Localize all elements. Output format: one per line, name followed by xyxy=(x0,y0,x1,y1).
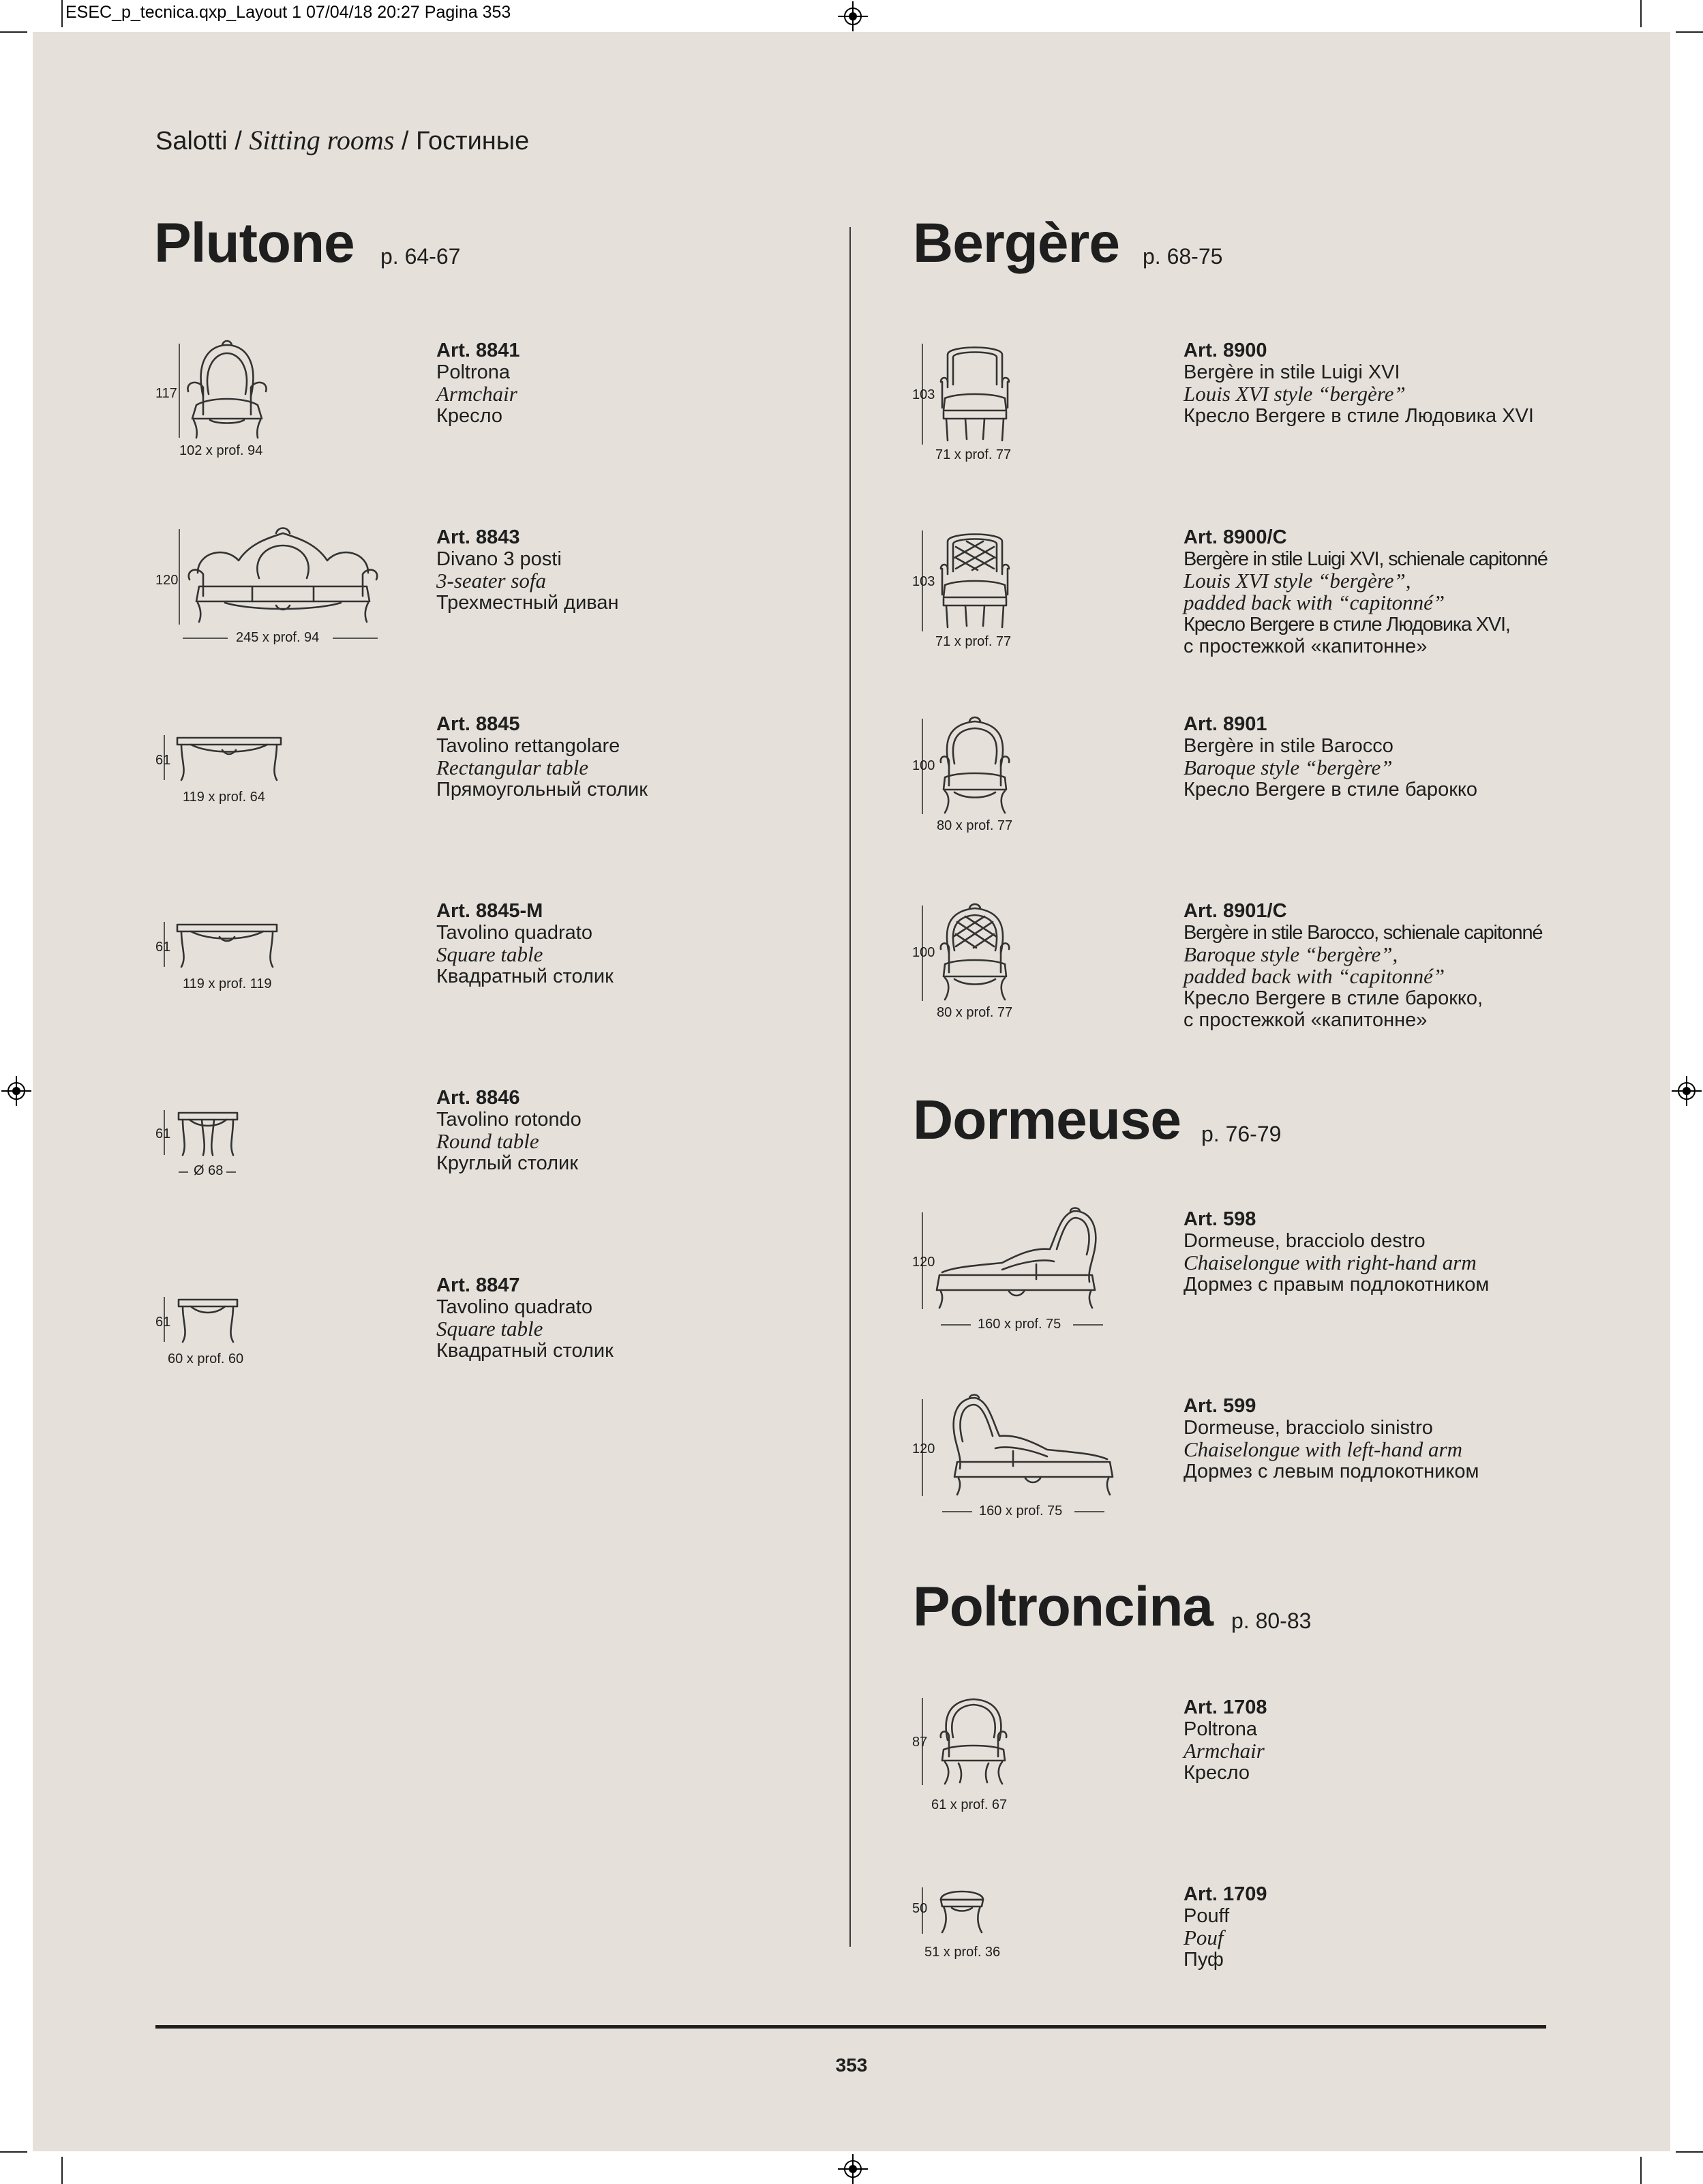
item-name-en: padded back with “capitonné” xyxy=(1184,590,1445,614)
height-label: 61 xyxy=(155,940,171,955)
item-name-en: Louis XVI style “bergère”, xyxy=(1184,569,1411,593)
height-label: 117 xyxy=(155,386,177,401)
item-name-ru: Квадратный столик xyxy=(436,1340,614,1362)
item-name-ru: Кресло Bergere в стиле Людовика XVI xyxy=(1184,405,1534,427)
item-name-en: 3-seater sofa xyxy=(436,569,547,593)
item-name-en: Chaiselongue with left-hand arm xyxy=(1184,1437,1463,1461)
chaiselongue-right-icon xyxy=(934,1207,1111,1311)
item-8841 xyxy=(436,340,520,427)
height-label: 103 xyxy=(912,387,935,402)
item-name-it: Tavolino quadrato xyxy=(436,1296,592,1318)
width-label: Ø 68 xyxy=(194,1163,224,1178)
item-8901-c xyxy=(1184,900,1542,1031)
height-label: 100 xyxy=(912,758,935,773)
baroque-bergere-icon xyxy=(938,715,1012,816)
round-table-icon xyxy=(176,1109,240,1158)
baroque-capitonne-bergere-icon xyxy=(938,901,1012,1002)
print-slug: ESEC_p_tecnica.qxp_Layout 1 07/04/18 20:27 Pagina 353 xyxy=(65,3,511,22)
height-label: 61 xyxy=(155,753,171,768)
item-name-ru: Дормез с правым подлокотником xyxy=(1184,1274,1490,1296)
height-label: 120 xyxy=(912,1255,935,1270)
item-name-en: Square table xyxy=(436,942,543,966)
item-code: Art. 8845 xyxy=(436,713,520,735)
crop-mark xyxy=(1640,0,1642,27)
item-name-ru: Круглый столик xyxy=(436,1152,578,1174)
baroque-armchair-icon xyxy=(183,340,271,440)
item-name-ru: с простежкой «капитонне» xyxy=(1184,635,1428,657)
section-title-dormeuse: Dormeuse xyxy=(913,1089,1181,1151)
small-armchair-icon xyxy=(938,1695,1009,1786)
item-code: Art. 8846 xyxy=(436,1087,520,1109)
item-name-ru: Кресло Bergere в стиле барокко xyxy=(1184,779,1478,801)
registration-mark-icon xyxy=(838,2154,868,2184)
item-598 xyxy=(1184,1208,1489,1296)
item-code: Art. 8901/C xyxy=(1184,900,1287,922)
height-dimension-line xyxy=(179,344,180,438)
height-label: 87 xyxy=(912,1735,928,1750)
item-name-en: Rectangular table xyxy=(436,756,588,779)
item-code: Art. 8847 xyxy=(436,1274,520,1296)
height-dimension-line xyxy=(179,529,180,625)
rectangular-table-icon xyxy=(175,734,284,783)
registration-mark-icon xyxy=(838,1,868,31)
width-label: 61 x prof. 67 xyxy=(931,1797,1008,1812)
item-code: Art. 599 xyxy=(1184,1395,1256,1417)
item-name-ru: с простежкой «капитонне» xyxy=(1184,1009,1428,1031)
width-label: 51 x prof. 36 xyxy=(924,1945,1001,1960)
width-label: 71 x prof. 77 xyxy=(935,634,1012,649)
section-pages-plutone: p. 64-67 xyxy=(380,244,461,269)
height-label: 61 xyxy=(155,1315,171,1330)
section-pages-dormeuse: p. 76-79 xyxy=(1201,1122,1282,1146)
width-dimension-line xyxy=(333,638,378,639)
item-name-en: Chaiselongue with right-hand arm xyxy=(1184,1251,1477,1274)
item-name-it: Poltrona xyxy=(1184,1718,1258,1740)
item-code: Art. 8900 xyxy=(1184,340,1267,361)
item-name-it: Dormeuse, bracciolo destro xyxy=(1184,1230,1426,1252)
height-label: 50 xyxy=(912,1901,928,1916)
item-name-en: Pouf xyxy=(1184,1926,1224,1949)
item-1709 xyxy=(1184,1883,1267,1971)
item-code: Art. 8845-M xyxy=(436,900,543,922)
capitonne-bergere-icon xyxy=(938,526,1012,630)
item-name-it: Bergère in stile Luigi XVI, schienale capitonné xyxy=(1184,548,1548,570)
width-dimension-line xyxy=(226,1171,236,1173)
item-code: Art. 8900/C xyxy=(1184,526,1287,548)
item-name-ru: Прямоугольный столик xyxy=(436,779,648,801)
registration-mark-icon xyxy=(1672,1076,1702,1106)
chaiselongue-left-icon xyxy=(938,1394,1115,1497)
item-8846 xyxy=(436,1087,582,1174)
item-name-ru: Пуф xyxy=(1184,1949,1224,1971)
crop-mark xyxy=(0,31,27,33)
section-title-plutone: Plutone xyxy=(154,212,355,274)
item-name-ru: Квадратный столик xyxy=(436,966,614,987)
page-number: 353 xyxy=(835,2054,868,2076)
item-1708 xyxy=(1184,1696,1267,1784)
item-8901 xyxy=(1184,713,1477,801)
item-599 xyxy=(1184,1395,1479,1482)
crop-mark xyxy=(0,2151,27,2153)
breadcrumb-it: Salotti xyxy=(155,127,228,155)
section-title-bergere: Bergère xyxy=(913,212,1119,274)
width-label: 245 x prof. 94 xyxy=(236,630,320,645)
height-label: 100 xyxy=(912,945,935,960)
item-name-en: Baroque style “bergère”, xyxy=(1184,942,1398,966)
height-label: 120 xyxy=(155,573,179,588)
item-name-en: Louis XVI style “bergère” xyxy=(1184,382,1406,406)
width-label: 71 x prof. 77 xyxy=(935,447,1012,462)
width-label: 102 x prof. 94 xyxy=(179,443,263,458)
width-dimension-line xyxy=(941,1324,971,1326)
width-dimension-line xyxy=(1074,1511,1104,1512)
item-name-it: Tavolino quadrato xyxy=(436,922,592,944)
item-name-ru: Кресло Bergere в стиле Людовика XVI, xyxy=(1184,614,1510,635)
item-name-ru: Кресло Bergere в стиле барокко, xyxy=(1184,987,1483,1009)
item-code: Art. 8901 xyxy=(1184,713,1267,735)
width-label: 80 x prof. 77 xyxy=(937,1005,1013,1020)
width-dimension-line xyxy=(179,1171,188,1173)
item-8900 xyxy=(1184,340,1534,427)
crop-mark xyxy=(61,0,63,27)
breadcrumb-separator: / xyxy=(235,127,242,155)
item-name-it: Bergère in stile Barocco, schienale capitonné xyxy=(1184,922,1543,944)
item-code: Art. 1709 xyxy=(1184,1883,1267,1905)
item-name-it: Bergère in stile Barocco xyxy=(1184,735,1393,757)
item-name-en: Armchair xyxy=(1184,1739,1265,1763)
width-label: 119 x prof. 119 xyxy=(183,976,272,991)
breadcrumb-separator: / xyxy=(401,127,409,155)
item-code: Art. 1708 xyxy=(1184,1696,1267,1718)
item-name-en: padded back with “capitonné” xyxy=(1184,964,1445,988)
crop-mark xyxy=(1676,31,1703,33)
height-label: 120 xyxy=(912,1441,935,1456)
item-name-it: Poltrona xyxy=(436,361,511,383)
width-dimension-line xyxy=(942,1511,972,1512)
item-name-it: Pouff xyxy=(1184,1905,1230,1927)
section-pages-bergere: p. 68-75 xyxy=(1143,244,1223,269)
crop-mark xyxy=(1640,2157,1642,2184)
height-label: 61 xyxy=(155,1126,171,1141)
item-8900-c xyxy=(1184,526,1548,657)
item-name-en: Round table xyxy=(436,1129,539,1153)
width-dimension-line xyxy=(183,638,228,639)
height-label: 103 xyxy=(912,574,935,589)
item-name-it: Tavolino rettangolare xyxy=(436,735,620,757)
item-name-ru: Дормез с левым подлокотником xyxy=(1184,1461,1479,1482)
width-label: 119 x prof. 64 xyxy=(183,790,265,805)
louis-xvi-bergere-icon xyxy=(938,340,1012,443)
item-code: Art. 8843 xyxy=(436,526,520,548)
item-name-en: Square table xyxy=(436,1317,543,1341)
item-8845 xyxy=(436,713,648,801)
item-name-it: Bergère in stile Luigi XVI xyxy=(1184,361,1400,383)
item-name-it: Divano 3 posti xyxy=(436,548,562,570)
width-dimension-line xyxy=(1073,1324,1103,1326)
item-name-it: Tavolino rotondo xyxy=(436,1109,582,1131)
width-label: 160 x prof. 75 xyxy=(979,1504,1063,1519)
item-name-en: Armchair xyxy=(436,382,517,406)
baroque-sofa-icon xyxy=(184,525,382,626)
item-name-ru: Кресло xyxy=(1184,1762,1250,1784)
footer-rule xyxy=(155,2025,1546,2029)
breadcrumb xyxy=(155,124,529,156)
item-8847 xyxy=(436,1274,614,1362)
item-name-ru: Трехместный диван xyxy=(436,592,619,614)
width-label: 80 x prof. 77 xyxy=(937,818,1013,833)
item-8845-m xyxy=(436,900,614,987)
square-table-icon xyxy=(175,921,280,970)
small-square-table-icon xyxy=(176,1296,240,1345)
column-divider xyxy=(849,227,851,1947)
width-label: 60 x prof. 60 xyxy=(168,1351,244,1366)
item-name-ru: Кресло xyxy=(436,405,503,427)
item-code: Art. 598 xyxy=(1184,1208,1256,1230)
crop-mark xyxy=(61,2157,63,2184)
item-code: Art. 8841 xyxy=(436,340,520,361)
item-name-it: Dormeuse, bracciolo sinistro xyxy=(1184,1417,1433,1439)
pouf-icon xyxy=(937,1886,987,1935)
section-title-poltroncina: Poltroncina xyxy=(913,1576,1214,1638)
breadcrumb-en: Sitting rooms xyxy=(249,125,395,155)
width-label: 160 x prof. 75 xyxy=(978,1317,1061,1332)
item-name-en: Baroque style “bergère” xyxy=(1184,756,1393,779)
item-8843 xyxy=(436,526,619,614)
registration-mark-icon xyxy=(1,1076,31,1106)
crop-mark xyxy=(1676,2151,1703,2153)
section-pages-poltroncina: p. 80-83 xyxy=(1231,1609,1312,1633)
breadcrumb-ru: Гостиные xyxy=(416,127,530,155)
